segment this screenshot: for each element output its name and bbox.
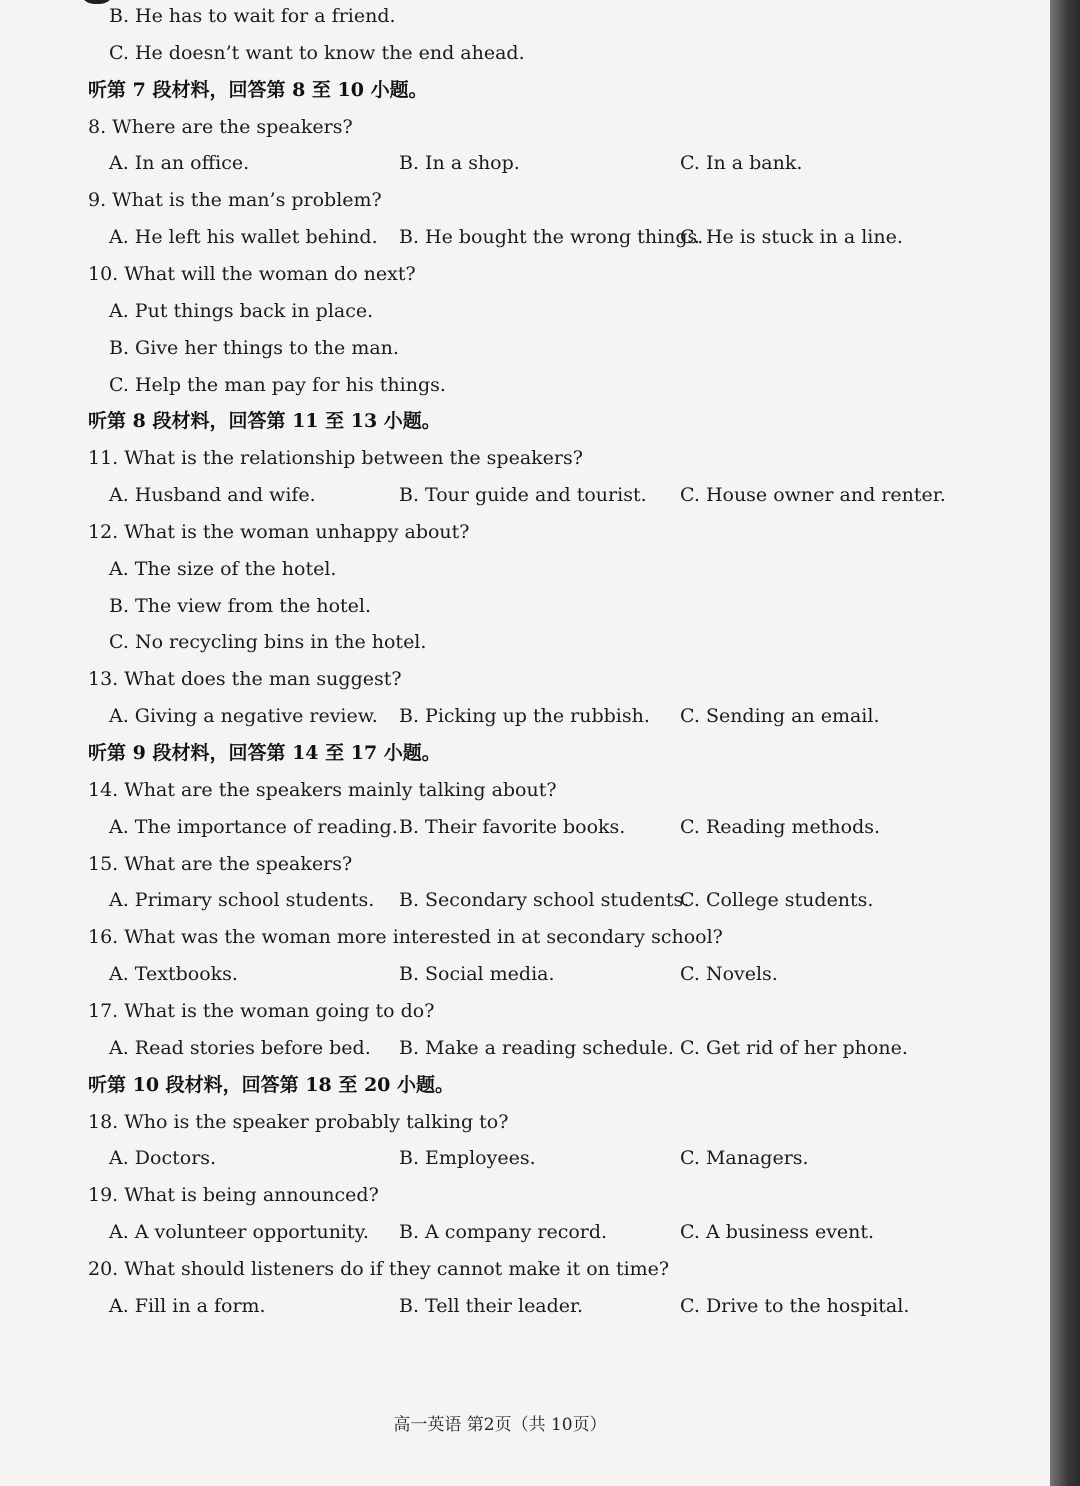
- question-text: 15. What are the speakers?: [88, 852, 353, 875]
- answer-option: B. He bought the wrong things.: [399, 226, 704, 249]
- answer-option: A. Giving a negative review.: [109, 705, 378, 728]
- answer-option: B. In a shop.: [399, 152, 520, 175]
- question-text: 12. What is the woman unhappy about?: [88, 520, 470, 543]
- answer-option: B. Give her things to the man.: [109, 336, 399, 359]
- section-heading: 听第 7 段材料，回答第 8 至 10 小题。: [88, 78, 428, 101]
- section-heading: 听第 10 段材料，回答第 18 至 20 小题。: [88, 1073, 455, 1096]
- answer-option: A. Primary school students.: [109, 889, 375, 912]
- option-row: [0, 1142, 1000, 1174]
- answer-option: A. A volunteer opportunity.: [109, 1221, 369, 1244]
- question-text: 13. What does the man suggest?: [88, 668, 402, 691]
- answer-option: C. He doesn’t want to know the end ahead.: [109, 41, 525, 64]
- answer-option: A. Put things back in place.: [109, 299, 374, 322]
- answer-option: C. Drive to the hospital.: [680, 1294, 910, 1317]
- page-edge-shadow: [1050, 0, 1080, 1486]
- question-text: 19. What is being announced?: [88, 1184, 379, 1207]
- answer-option: B. Social media.: [399, 963, 555, 986]
- question-text: 10. What will the woman do next?: [88, 262, 416, 285]
- option-row: [0, 958, 1000, 990]
- question-text: 14. What are the speakers mainly talking about?: [88, 778, 557, 801]
- section-heading: 听第 9 段材料，回答第 14 至 17 小题。: [88, 742, 441, 764]
- answer-option: C. Reading methods.: [680, 815, 881, 838]
- answer-option: C. College students.: [680, 889, 874, 912]
- answer-option: A. Textbooks.: [109, 963, 238, 986]
- question-text: 9. What is the man’s problem?: [88, 189, 382, 212]
- answer-option: B. Make a reading schedule.: [399, 1036, 674, 1059]
- option-row: [0, 811, 1000, 843]
- answer-option: A. In an office.: [109, 152, 250, 175]
- answer-option: B. The view from the hotel.: [109, 594, 372, 617]
- answer-option: B. Secondary school students.: [399, 889, 690, 912]
- answer-option: B. Picking up the rubbish.: [399, 705, 650, 728]
- answer-option: C. Novels.: [680, 963, 778, 986]
- question-text: 8. Where are the speakers?: [88, 115, 353, 138]
- question-text: 20. What should listeners do if they cannot make it on time?: [88, 1257, 670, 1280]
- answer-option: C. A business event.: [680, 1221, 875, 1244]
- option-row: [0, 1032, 1000, 1064]
- answer-option: A. Doctors.: [109, 1147, 217, 1170]
- page-footer: 高一英语 第2页（共 10页）: [393, 1415, 607, 1435]
- answer-option: A. Fill in a form.: [109, 1294, 266, 1317]
- answer-option: B. Tell their leader.: [399, 1294, 584, 1317]
- option-row: [0, 147, 1000, 179]
- answer-option: B. Tour guide and tourist.: [399, 484, 647, 507]
- question-text: 17. What is the woman going to do?: [88, 999, 435, 1022]
- option-row: [0, 221, 1000, 253]
- answer-option: B. A company record.: [399, 1221, 608, 1244]
- question-text: 18. Who is the speaker probably talking to?: [88, 1110, 509, 1133]
- option-row: [0, 1290, 1000, 1322]
- answer-option: A. The importance of reading.: [109, 815, 398, 838]
- answer-option: C. Managers.: [680, 1147, 809, 1170]
- answer-option: C. House owner and renter.: [680, 484, 946, 507]
- answer-option: B. He has to wait for a friend.: [109, 5, 396, 27]
- answer-option: C. No recycling bins in the hotel.: [109, 631, 427, 654]
- option-row: [0, 700, 1000, 732]
- answer-option: C. Help the man pay for his things.: [109, 373, 446, 396]
- question-text: 11. What is the relationship between the speakers?: [88, 447, 583, 470]
- answer-option: A. He left his wallet behind.: [109, 226, 378, 249]
- section-heading: 听第 8 段材料，回答第 11 至 13 小题。: [88, 410, 441, 433]
- answer-option: B. Their favorite books.: [399, 815, 626, 838]
- answer-option: A. Read stories before bed.: [109, 1036, 371, 1059]
- answer-option: C. He is stuck in a line.: [680, 226, 903, 249]
- answer-option: C. Sending an email.: [680, 705, 880, 728]
- option-row: [0, 1216, 1000, 1248]
- answer-option: C. In a bank.: [680, 152, 803, 175]
- option-row: [0, 884, 1000, 916]
- answer-option: A. The size of the hotel.: [109, 557, 337, 580]
- option-row: [0, 479, 1000, 511]
- answer-option: C. Get rid of her phone.: [680, 1036, 908, 1059]
- answer-option: A. Husband and wife.: [109, 484, 316, 507]
- question-text: 16. What was the woman more interested in at secondary school?: [88, 926, 723, 949]
- answer-option: B. Employees.: [399, 1147, 536, 1170]
